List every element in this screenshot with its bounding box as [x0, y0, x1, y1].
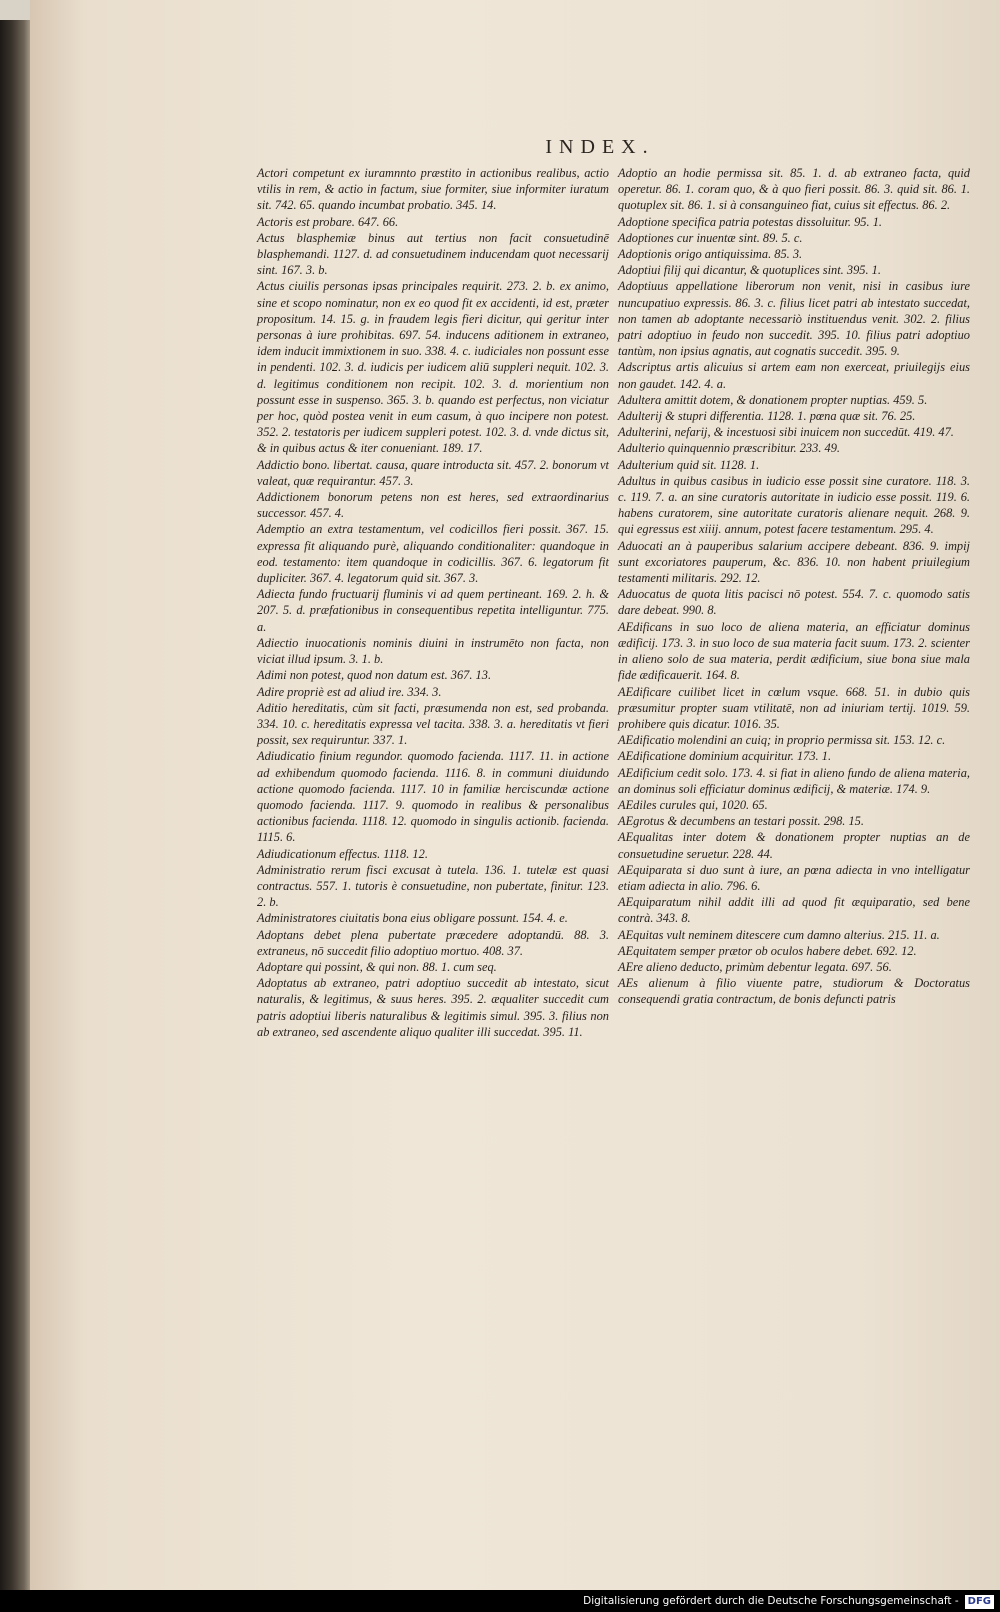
index-entry: Administratores ciuitatis bona eius obligare possunt. 154. 4. e.: [257, 911, 568, 926]
index-entry: Adscriptus artis alicuius si artem eam non exerceat, priuilegijs eius non gaudet. 142. 4. a.: [618, 360, 970, 391]
index-entry: Adiecta fundo fructuarij fluminis vi ad quem pertineant. 169. 2. h. & 207. 5. d. præfationibus in consequentibus repetita intelliguntur. 775. a.: [257, 587, 609, 634]
index-entry: Adire propriè est ad aliud ire. 334. 3.: [257, 684, 442, 699]
index-entry: AEs alienum à filio viuente patre, studiorum & Doctoratus consequendi gratia contractum, de bonis defuncti patris: [618, 976, 970, 1007]
index-entry: Adoptio an hodie permissa sit. 85. 1. d. ab extraneo facta, quid operetur. 86. 1. coram quo, & à quo fieri possit. 86. 3. quid sit. 86. 1. quotuplex sit. 86. 1. si à consanguineo fiat, cuius sit effectus. 86. 2.: [618, 166, 970, 213]
index-entry: Actoris est probare. 647. 66.: [257, 214, 399, 229]
index-entry: AEre alieno deducto, primùm debentur legata. 697. 56.: [618, 959, 892, 974]
index-entry: Actori competunt ex iuramnnto præstito in actionibus realibus, actio vtilis in rem, & actio in factum, siue formiter, siue informiter iuratum sit. 742. 65. quando incumbat probatio. 345. 14.: [257, 166, 609, 213]
index-entry: AEquiparatum nihil addit illi ad quod fit æquiparatio, sed bene contrà. 343. 8.: [618, 895, 970, 926]
digitization-footer: [0, 1590, 1000, 1612]
index-entry: Adoptans debet plena pubertate præcedere adoptandū. 88. 3. extraneus, nō succedit filio adoptiuo mortuo. 408. 37.: [257, 927, 609, 958]
index-entry: AEquitas vult neminem ditescere cum damno alterius. 215. 11. a.: [618, 927, 940, 942]
index-entry: Actus blasphemiæ binus aut tertius non facit consuetudinē blasphemandi. 1127. d. ad consuetudinem inducendam quot necessarij sint. 167. 3. b.: [257, 230, 609, 278]
index-entry: Aditio hereditatis, cùm sit facti, præsumenda non est, sed probanda. 334. 10. c. hereditatis expressa vel tacita. 338. 3. a. hereditatis vt fieri possit, sex requiruntur. 337. 1.: [257, 700, 609, 748]
index-entry: Adulterini, nefarij, & incestuosi sibi inuicem non succedūt. 419. 47.: [618, 425, 954, 440]
index-entry: Adultera amittit dotem, & donationem propter nuptias. 459. 5.: [618, 392, 928, 407]
index-entry: Addictionem bonorum petens non est heres, sed extraordinarius successor. 457. 4.: [257, 490, 609, 521]
index-entry: AEdiles curules qui, 1020. 65.: [618, 797, 768, 812]
index-entry: Adoptiones cur inuentæ sint. 89. 5. c.: [618, 230, 803, 245]
index-entry: Adoptiuus appellatione liberorum non venit, nisi in casibus iure nuncupatiuo expressis. 86. 3. c. filius licet patri ab intestato succedat, non tamen ab adoptante necessariò instituendus venit. 302. 2. filius patri adoptiuo in feudo non succedit. 395. 10. filius patri adoptiuo tantùm, non ipsius agnatis, aut cognatis succedit. 395. 9.: [618, 279, 970, 359]
index-entry: Actus ciuilis personas ipsas principales requirit. 273. 2. b. ex animo, sine et scopo nominatur, non ex eo quod fit ex accidenti, id est, præter propositum. 14. 15. g. in fraudem legis fieri dicitur, qui geritur inter personas à iure prohibitas. 697. 54. inducens aditionem in extraneo, idem inducit immixtionem in suo. 338. 4. c. iudiciales non possunt esse in pendenti. 102. 3. d. iudicis per iudicem aliū suppleri nequit. 102. 3. d. legitimus conditionem non recipit. 102. 3. d. morientium non possunt esse in suspenso. 365. 3. b. quando est perfectus, non viciatur per hoc, quòd postea venit in eum casum, à quo incipere non potest. 352. 2. testatoris per iudicem suppleri potest. 102. 3. d. vnde dictus sit, & in quibus actus & iter conueniant. 189. 17.: [257, 279, 609, 456]
index-entry: AEdificatione dominium acquiritur. 173. 1.: [618, 749, 832, 764]
index-column-left: [257, 165, 609, 1040]
index-entry: AEdificatio molendini an cuiq; in proprio permissa sit. 153. 12. c.: [618, 733, 946, 748]
index-entry: AEquiparata si duo sunt à iure, an pœna adiecta in vno intelligatur etiam adiecta in alio. 796. 6.: [618, 862, 970, 893]
index-entry: Addictio bono. libertat. causa, quare introducta sit. 457. 2. bonorum vt valeat, quæ requirantur. 457. 3.: [257, 457, 609, 488]
dfg-logo: DFG: [965, 1595, 994, 1609]
index-entry: Adoptionis origo antiquissima. 85. 3.: [618, 247, 803, 262]
page-header: INDEX.: [545, 136, 655, 158]
index-entry: Adultus in quibus casibus in iudicio esse possit sine curatore. 118. 3. c. 119. 7. a. an sine curatoris autoritate in iudicio esse possit. 119. 6. habens curatorem, sine autoritate curatoris alienare nequit. 268. 9. qui egressus est xiiij. annum, potest facere testamentum. 295. 4.: [618, 473, 970, 537]
index-entry: Administratio rerum fisci excusat à tutela. 136. 1. tutelæ est quasi contractus. 557. 1. tutoris è consuetudine, non pubertate, finitur. 123. 2. b.: [257, 862, 609, 910]
index-entry: Adoptione specifica patria potestas dissoluitur. 95. 1.: [618, 214, 882, 229]
index-entry: AEquitatem semper prætor ob oculos habere debet. 692. 12.: [618, 943, 917, 958]
index-entry: Adulterio quinquennio præscribitur. 233. 49.: [618, 441, 841, 456]
index-entry: AEdificare cuilibet licet in cœlum vsque. 668. 51. in dubio quis præsumitur propter suam vtilitatē, non ad iniuriam tertij. 1019. 59. prohibere quis dicatur. 1016. 35.: [618, 684, 970, 731]
index-entry: AEdificans in suo loco de aliena materia, an efficiatur dominus ædificij. 173. 3. in suo loco de sua materia facit suum. 173. 2. scienter in alieno solo de sua materia, perdit ædificium, siue bona siue mala fide ædificauerit. 164. 8.: [618, 619, 970, 683]
index-entry: AEqualitas inter dotem & donationem propter nuptias an de consuetudine seruetur. 228. 44.: [618, 830, 970, 861]
index-entry: Adoptiui filij qui dicantur, & quotuplices sint. 395. 1.: [618, 263, 881, 278]
index-entry: Adoptatus ab extraneo, patri adoptiuo succedit ab intestato, sicut naturalis, & legitimus, & suus heres. 395. 2. æqualiter succedit cum patris adoptiui liberis naturalibus & legitimis simul. 395. 3. filius non ab extraneo, sed ascendente aliquo qualiter illi succedat. 395. 11.: [257, 976, 609, 1039]
index-entry: Adimi non potest, quod non datum est. 367. 13.: [257, 668, 492, 683]
index-entry: Adiudicationum effectus. 1118. 12.: [257, 846, 428, 861]
index-entry: Adiectio inuocationis nominis diuini in instrumēto non facta, non viciat illud ipsum. 3. 1. b.: [257, 635, 609, 667]
index-entry: Adulterium quid sit. 1128. 1.: [618, 457, 760, 472]
book-spine: [0, 20, 30, 1600]
index-entry: Ademptio an extra testamentum, vel codicillos fieri possit. 367. 15. expressa fit aliquando purè, aliquando conditionaliter: quandoque in eod. testamento: item quandoque in codicillis. 367. 6. legatorum fit dupliciter. 367. 4. legatorum quid sit. 367. 3.: [257, 522, 609, 586]
index-entry: Adulterij & stupri differentia. 1128. 1. pœna quæ sit. 76. 25.: [618, 409, 916, 424]
index-entry: Adiudicatio finium regundor. quomodo facienda. 1117. 11. in actione ad exhibendum quomodo facienda. 1116. 8. in communi diuidundo actione quomodo facienda. 1117. 10 in familiæ herciscundæ actione quomodo facienda. 1117. 9. quomodo in realibus & personalibus actionibus facienda. 1118. 12. quomodo in singulis actionib. facienda. 1115. 6.: [257, 749, 609, 845]
index-entry: AEgrotus & decumbens an testari possit. 298. 15.: [618, 814, 864, 829]
index-column-right: [618, 165, 970, 1008]
index-entry: Aduocatus de quota litis pacisci nō potest. 554. 7. c. quomodo satis dare debeat. 990. 8.: [618, 587, 970, 618]
index-entry: AEdificium cedit solo. 173. 4. si fiat in alieno fundo de aliena materia, an dominus soli efficiatur dominus ædificij, & materiæ. 174. 9.: [618, 765, 970, 796]
funding-notice: Digitalisierung gefördert durch die Deutsche Forschungsgemeinschaft -: [583, 1595, 959, 1607]
index-entry: Adoptare qui possint, & qui non. 88. 1. cum seq.: [257, 959, 497, 974]
index-entry: Aduocati an à pauperibus salarium accipere debeant. 836. 9. impij sunt excoriatores pauperum, &c. 836. 10. non habent priuilegium testamenti militaris. 292. 12.: [618, 538, 970, 586]
